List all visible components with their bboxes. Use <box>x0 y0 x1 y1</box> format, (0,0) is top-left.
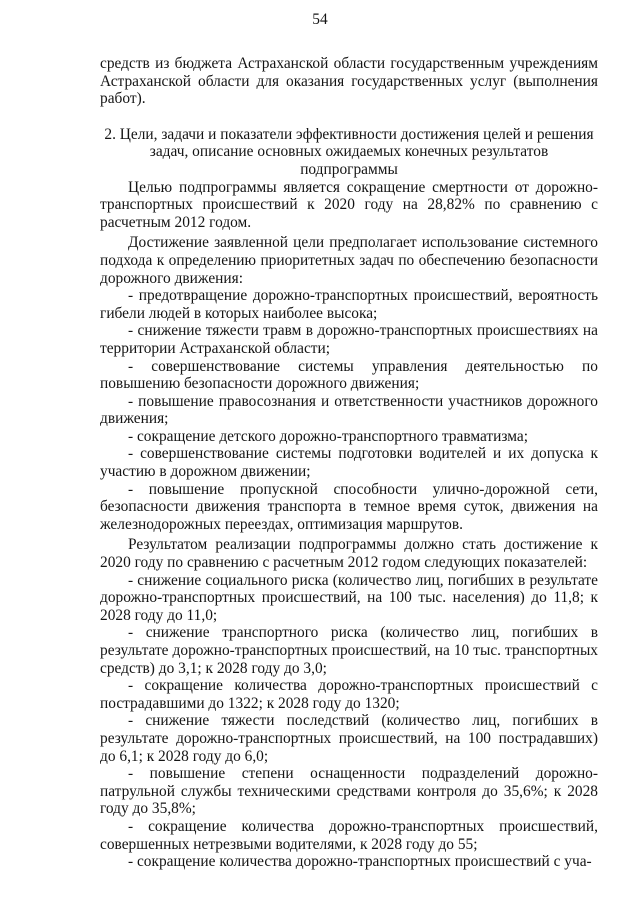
task-item: - совершенствование системы управления деятельностью по повышению безопасности дорожного движения; <box>100 357 598 393</box>
results-paragraph: Результатом реализации подпрограммы должно стать достижение к 2020 году по сравнению с расчетным 2012 годом следующих показателей: <box>100 536 598 572</box>
indicator-item: - снижение социального риска (количество лиц, погибших в результате дорожно-транспортных происшествий, на 100 тыс. населения) до 11,8; к 2028 году до 11,0; <box>100 571 598 624</box>
indicator-item: - сокращение количества дорожно-транспортных происшествий, совершенных нетрезвыми водителями, к 2028 году до 55; <box>100 817 598 853</box>
approach-paragraph: Достижение заявленной цели предполагает использование системного подхода к определению приоритетных задач по обеспечению безопасности дорожного движения: <box>100 234 598 287</box>
indicator-item: - сокращение количества дорожно-транспортных происшествий с уча- <box>128 853 592 871</box>
indicator-item: - повышение степени оснащенности подразделений дорожно-патрульной службы техническими средствами контроля до 35,6%; к 2028 году до 35,8%; <box>100 765 598 818</box>
page-number: 54 <box>312 11 328 28</box>
task-item: - повышение правосознания и ответственности участников дорожного движения; <box>100 392 598 428</box>
indicator-item: - сокращение количества дорожно-транспортных происшествий с пострадавшими до 1322; к 2028 году до 1320; <box>100 677 598 712</box>
task-item: - предотвращение дорожно-транспортных происшествий, вероятность гибели людей в которых наиболее высока; <box>100 287 598 322</box>
goal-paragraph: Целью подпрограммы является сокращение смертности от дорожно-транспортных происшествий к 2020 году на 28,82% по сравнению с расчетным 2012 годом. <box>100 178 598 231</box>
task-item: - снижение тяжести травм в дорожно-транспортных происшествиях на территории Астраханской области; <box>100 322 598 357</box>
indicator-item: - снижение тяжести последствий (количество лиц, погибших в результате дорожно-транспортных происшествий, на 100 пострадавших) до 6,1; к 2028 году до 6,0; <box>100 712 598 765</box>
section-heading: 2. Цели, задачи и показатели эффективности достижения целей и решения задач, описание основных ожидаемых конечных результатов подпрограммы <box>104 125 594 178</box>
indicator-item: - снижение транспортного риска (количество лиц, погибших в результате дорожно-транспортных происшествий, на 10 тыс. транспортных средств) до 3,1; к 2028 году до 3,0; <box>100 624 598 677</box>
task-item: - совершенствование системы подготовки водителей и их допуска к участию в дорожном движении; <box>100 445 598 481</box>
page-body <box>100 55 598 871</box>
task-item: - повышение пропускной способности улично-дорожной сети, безопасности движения транспорта в темное время суток, движения на железнодорожных переездах, оптимизация маршрутов. <box>100 480 598 533</box>
task-item: - сокращение детского дорожно-транспортного травматизма; <box>128 427 528 445</box>
intro-paragraph: средств из бюджета Астраханской области государственным учреждениям Астраханской области для оказания государственных услуг (выполнения работ). <box>100 55 598 108</box>
